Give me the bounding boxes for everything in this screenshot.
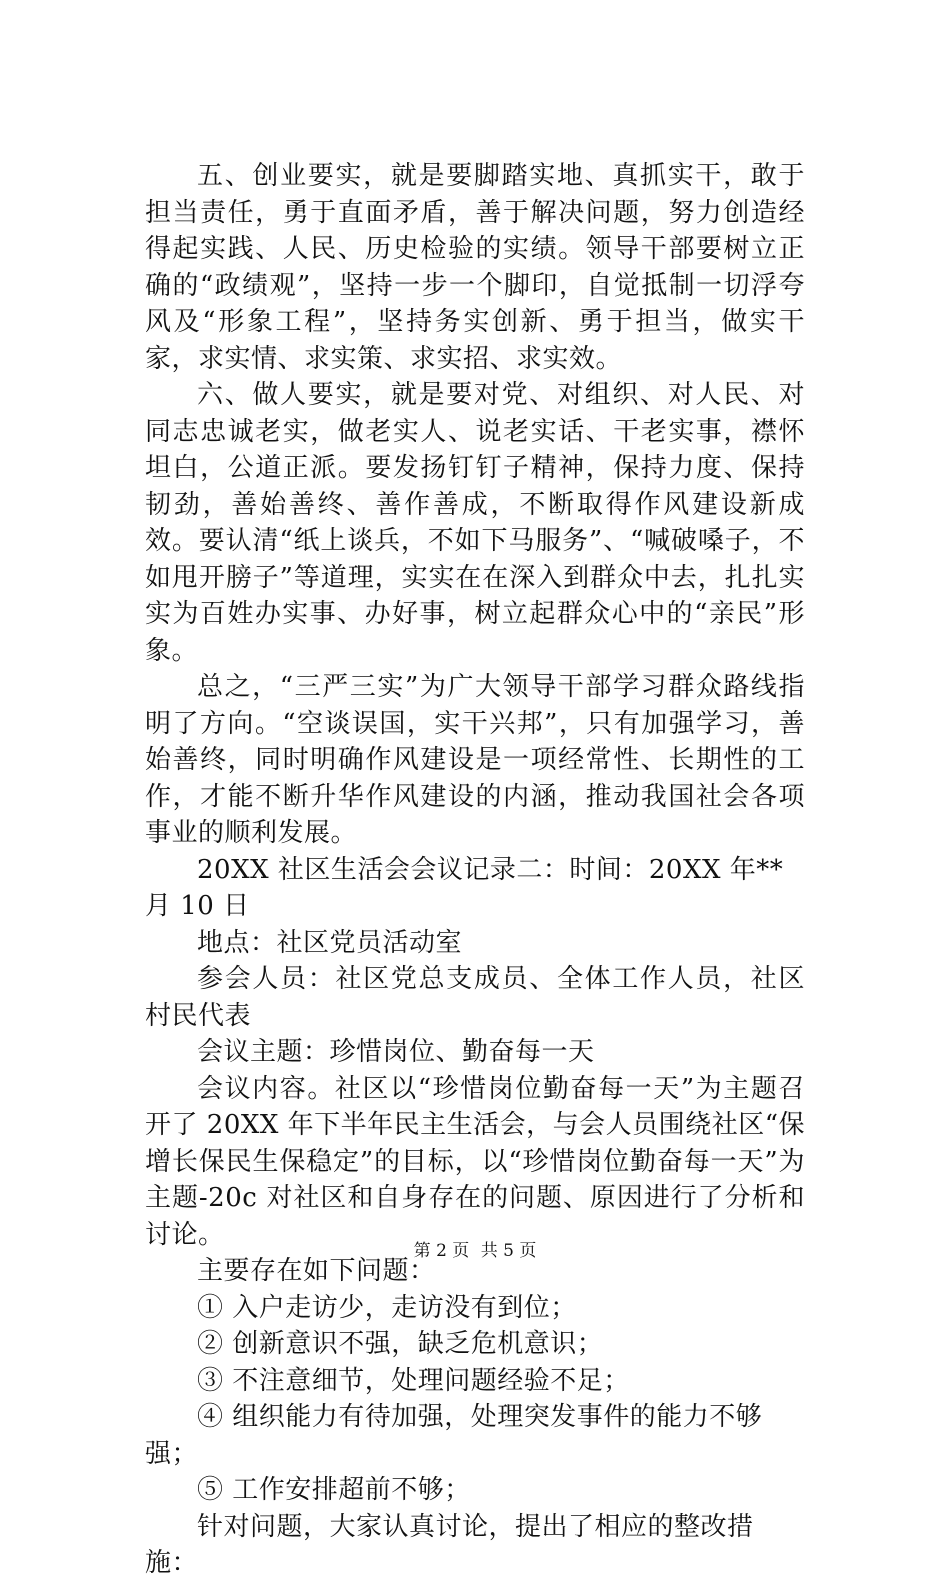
problem-item: ② 创新意识不强，缺乏危机意识； [197, 1329, 604, 1359]
meeting-attendees: 参会人员：社区党总支成员、全体工作人员，社区村民代表 [145, 964, 805, 1031]
paragraph-conclusion: 总之，“三严三实”为广大领导干部学习群众路线指明了方向。“空谈误国，实干兴邦”，只有加强学习，善始善终，同时明确作风建设是一项经常性、长期性的工作，才能不断升华作风建设的内涵，推动我国社会各项事业的顺利发展。 [145, 672, 805, 848]
problems-heading: 主要存在如下问题： [197, 1256, 436, 1286]
meeting-record-heading: 20XX 社区生活会会议记录二：时间：20XX 年**月 10 日 [145, 854, 784, 921]
page-number-total: 共 5 页 [480, 1241, 537, 1261]
meeting-topic: 会议主题：珍惜岗位、勤奋每一天 [197, 1037, 595, 1067]
page-footer [0, 1240, 950, 1262]
problem-item: ③ 不注意细节，处理问题经验不足； [197, 1365, 630, 1396]
problem-item: ① 入户走访少，走访没有到位； [197, 1292, 577, 1323]
problem-item: ⑤ 工作安排超前不够； [197, 1475, 471, 1505]
paragraph-entrepreneurship: 五、创业要实，就是要脚踏实地、真抓实干，敢于担当责任，勇于直面矛盾，善于解决问题，努力创造经得起实践、人民、历史检验的实绩。领导干部要树立正确的“政绩观”，坚持一步一个脚印，自觉抵制一切浮夸风及“形象工程”，坚持务实创新、勇于担当，做实干家，求实情、求实策、求实招、求实效。 [145, 161, 805, 374]
meeting-location: 地点：社区党员活动室 [197, 927, 463, 958]
meeting-content: 会议内容。社区以“珍惜岗位勤奋每一天”为主题召开了 20XX 年下半年民主生活会，与会人员围绕社区“保增长保民生保稳定”的目标，以“珍惜岗位勤奋每一天”为主题-20c 对社区和自身存在的问题、原因进行了分析和讨论。 [145, 1073, 805, 1250]
measures-intro: 针对问题，大家认真讨论，提出了相应的整改措施： [145, 1511, 754, 1578]
paragraph-conduct: 六、做人要实，就是要对党、对组织、对人民、对同志忠诚老实，做老实人、说老实话、干老实事，襟怀坦白，公道正派。要发扬钉钉子精神，保持力度、保持韧劲，善始善终、善作善成，不断取得作风建设新成效。要认清“纸上谈兵，不如下马服务”、“喊破嗓子，不如甩开膀子”等道理，实实在在深入到群众中去，扎扎实实为百姓办实事、办好事，树立起群众心中的“亲民”形象。 [145, 380, 805, 666]
page-number-current: 第 2 页 [413, 1241, 470, 1261]
document-body [145, 158, 805, 1582]
problem-item: ④ 组织能力有待加强，处理突发事件的能力不够强； [145, 1402, 763, 1469]
